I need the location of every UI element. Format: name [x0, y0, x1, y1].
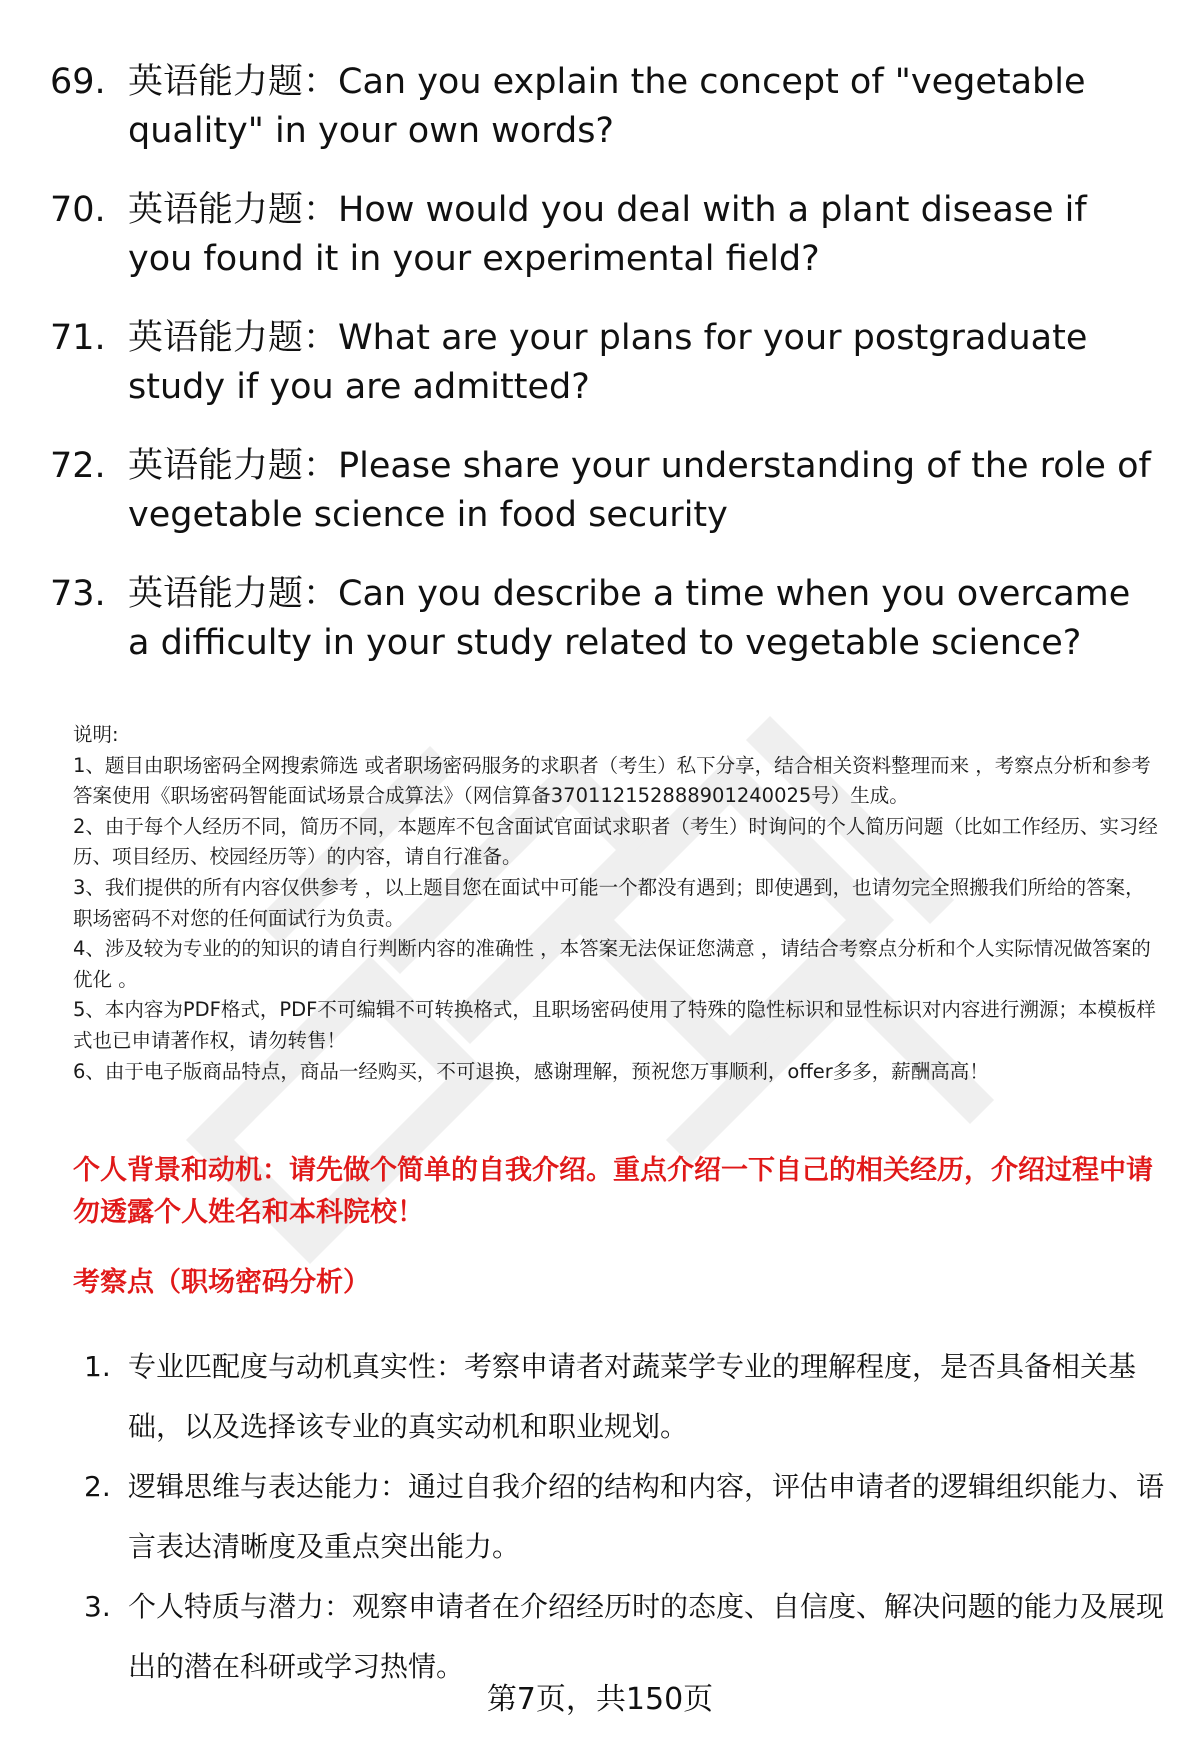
section-subheading: 考察点（职场密码分析） [73, 1267, 370, 1298]
question-number: 71. [50, 318, 106, 358]
question-text: 英语能力题：Can you explain the concept of "vegetable quality" in your own words? [128, 62, 1086, 151]
analysis-text: 专业匹配度与动机真实性：考察申请者对蔬菜学专业的理解程度，是否具备相关基础，以及选择该专业的真实动机和职业规划。 [128, 1350, 1137, 1443]
analysis-number: 3. [84, 1590, 111, 1623]
analysis-text: 个人特质与潜力：观察申请者在介绍经历时的态度、自信度、解决问题的能力及展现出的潜在科研或学习热情。 [128, 1590, 1165, 1683]
question-text: 英语能力题：How would you deal with a plant disease if you found it in your experimental field? [128, 190, 1087, 279]
note-item: 4、涉及较为专业的的知识的请自行判断内容的准确性 ，本答案无法保证您满意 ，请结合考察点分析和个人实际情况做答案的优化 。 [73, 937, 1151, 991]
analysis-text: 逻辑思维与表达能力：通过自我介绍的结构和内容，评估申请者的逻辑组织能力、语言表达清晰度及重点突出能力。 [128, 1470, 1165, 1563]
note-item: 1、题目由职场密码全网搜索筛选 或者职场密码服务的求职者（考生）私下分享，结合相关资料整理而来 ，考察点分析和参考答案使用《职场密码智能面试场景合成算法》（网信算备370112152888901240025号）生成。 [73, 753, 1151, 808]
analysis-list [84, 1337, 1164, 1697]
question-item [50, 314, 1160, 412]
analysis-item [84, 1337, 1164, 1457]
question-list [50, 58, 1160, 698]
question-item [50, 570, 1160, 668]
notes-section [73, 720, 1163, 1087]
note-item: 6、由于电子版商品特点，商品一经购买，不可退换，感谢理解，预祝您万事顺利，offer多多，薪酬高高！ [73, 1059, 989, 1083]
page-footer: 第7页，共150页 [486, 1682, 714, 1717]
analysis-item [84, 1457, 1164, 1577]
section-heading: 个人背景和动机：请先做个简单的自我介绍。重点介绍一下自己的相关经历，介绍过程中请勿透露个人姓名和本科院校！ [73, 1155, 1153, 1228]
note-item: 3、我们提供的所有内容仅供参考 ，以上题目您在面试中可能一个都没有遇到；即使遇到，也请勿完全照搬我们所给的答案，职场密码不对您的任何面试行为负责。 [73, 875, 1145, 930]
question-number: 70. [50, 190, 106, 230]
question-text: 英语能力题：What are your plans for your postgraduate study if you are admitted? [128, 318, 1088, 407]
note-item: 2、由于每个人经历不同，简历不同，本题库不包含面试官面试求职者（考生）时询问的个人简历问题（比如工作经历、实习经历、项目经历、校园经历等）的内容，请自行准备。 [73, 814, 1158, 869]
question-item [50, 442, 1160, 540]
question-number: 73. [50, 574, 106, 614]
question-text: 英语能力题：Can you describe a time when you overcame a difficulty in your study related to vegetable science? [128, 574, 1131, 663]
question-number: 69. [50, 62, 106, 102]
question-item [50, 58, 1160, 156]
notes-title: 说明: [73, 723, 119, 746]
question-number: 72. [50, 446, 106, 486]
question-item [50, 186, 1160, 284]
analysis-number: 2. [84, 1470, 111, 1503]
analysis-item [84, 1577, 1164, 1697]
question-text: 英语能力题：Please share your understanding of the role of vegetable science in food security [128, 446, 1151, 535]
analysis-number: 1. [84, 1350, 111, 1383]
note-item: 5、本内容为PDF格式，PDF不可编辑不可转换格式，且职场密码使用了特殊的隐性标识和显性标识对内容进行溯源；本模板样式也已申请著作权，请勿转售！ [73, 998, 1156, 1052]
